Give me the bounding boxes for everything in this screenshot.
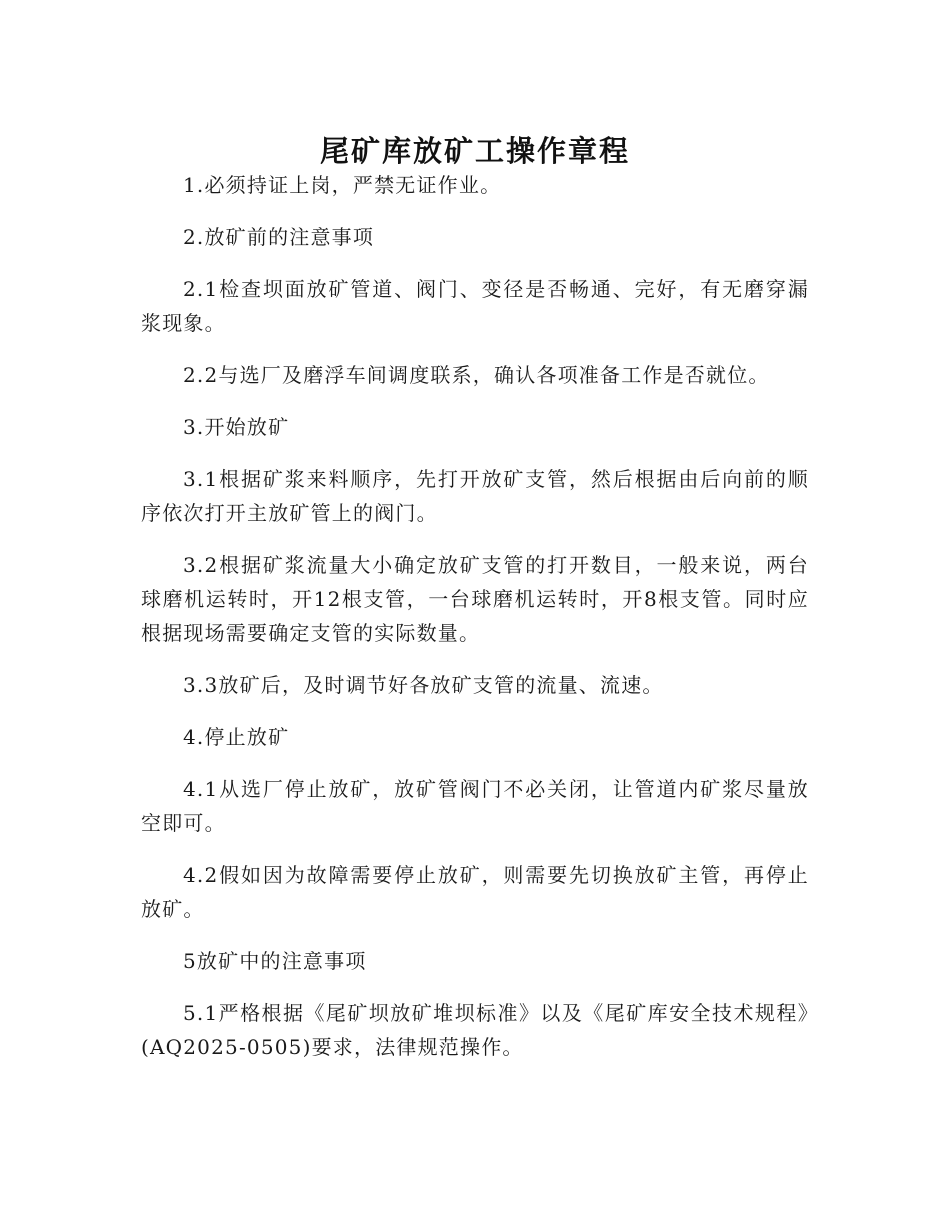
paragraph-5-1: 5.1严格根据《尾矿坝放矿堆坝标准》以及《尾矿库安全技术规程》(AQ2025-0505)要求，法律规范操作。 <box>141 1001 809 1059</box>
paragraph-3-1: 3.1根据矿浆来料顺序，先打开放矿支管，然后根据由后向前的顺序依次打开主放矿管上的阀门。 <box>141 467 809 525</box>
paragraph-3: 3.开始放矿 <box>183 415 290 439</box>
paragraph-2-1: 2.1检查坝面放矿管道、阀门、变径是否畅通、完好，有无磨穿漏浆现象。 <box>141 277 809 335</box>
document-title: 尾矿库放矿工操作章程 <box>319 134 630 169</box>
paragraph-4-2: 4.2假如因为故障需要停止放矿，则需要先切换放矿主管，再停止放矿。 <box>141 863 809 921</box>
paragraph-2-2: 2.2与选厂及磨浮车间调度联系，确认各项准备工作是否就位。 <box>183 363 770 387</box>
paragraph-4: 4.停止放矿 <box>183 725 290 749</box>
paragraph-3-3: 3.3放矿后，及时调节好各放矿支管的流量、流速。 <box>183 673 664 697</box>
paragraph-1: 1.必须持证上岗，严禁无证作业。 <box>183 173 502 197</box>
paragraph-3-2: 3.2根据矿浆流量大小确定放矿支管的打开数目，一般来说，两台球磨机运转时，开12根支管，一台球磨机运转时，开8根支管。同时应根据现场需要确定支管的实际数量。 <box>141 553 809 645</box>
paragraph-2: 2.放矿前的注意事项 <box>183 225 375 249</box>
document-body <box>141 168 809 1082</box>
paragraph-5: 5放矿中的注意事项 <box>183 949 367 973</box>
paragraph-4-1: 4.1从选厂停止放矿，放矿管阀门不必关闭，让管道内矿浆尽量放空即可。 <box>141 777 809 835</box>
